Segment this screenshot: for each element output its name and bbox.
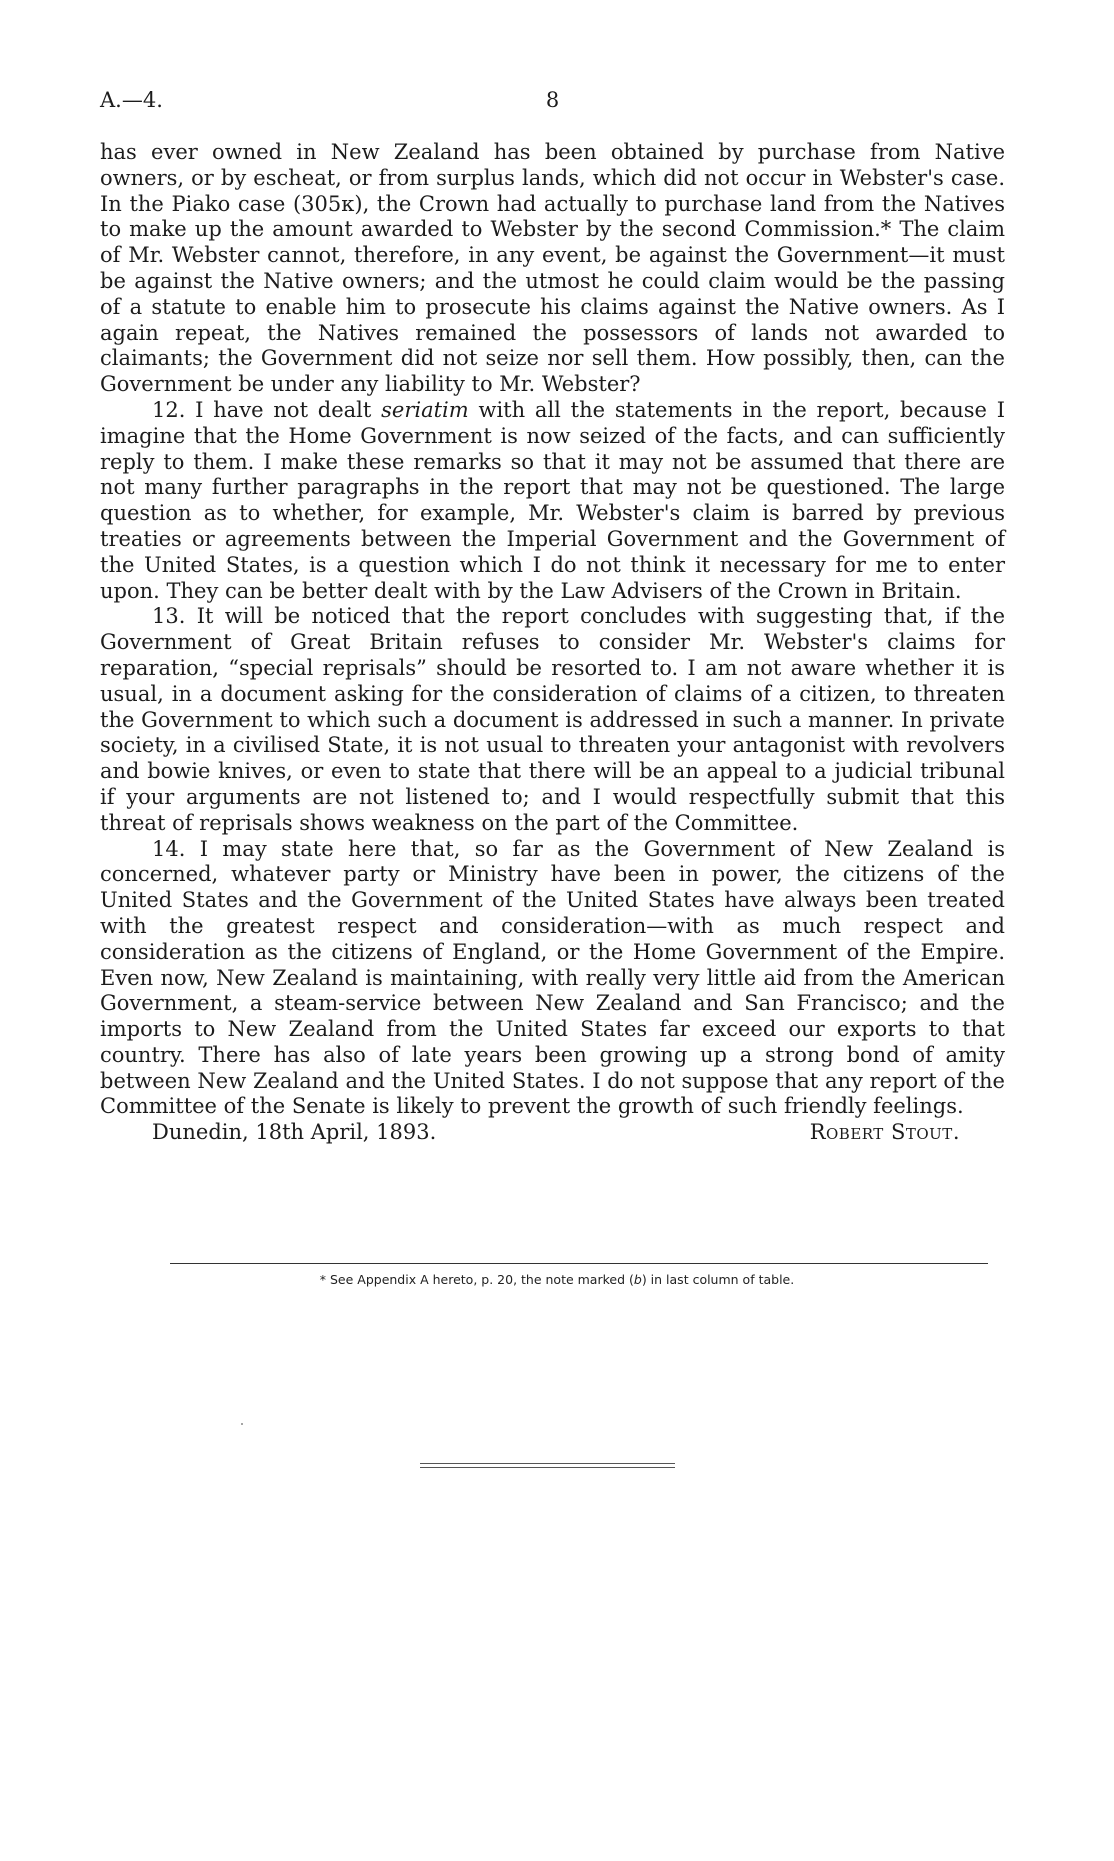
footnote-divider bbox=[170, 1263, 988, 1264]
page-number: 8 bbox=[545, 88, 560, 112]
paragraph-13: 13. It will be noticed that the report concludes with suggesting that, if the Government of Great Britain refuses to consider Mr. Webster's claims for reparation, “special reprisals” should be resorted to. I am not aware whether it is usual, in a document asking for the consideration of claims of a citizen, to threaten the Government to which such a document is addressed in such a manner. In private society, in a civilised State, it is not usual to threaten your antagonist with revolvers and bowie knives, or even to state that there will be an appeal to a judicial tribunal if your arguments are not listened to; and I would respectfully submit that this threat of reprisals shows weakness on the part of the Committee. bbox=[100, 604, 1005, 835]
place-and-date: Dunedin, 18th April, 1893. bbox=[152, 1120, 437, 1145]
page-header bbox=[100, 88, 1005, 118]
body-text bbox=[100, 140, 1005, 1146]
paragraph-12-text-start: 12. I have not dealt bbox=[152, 397, 382, 422]
paragraph-12-italic-term: seriatim bbox=[381, 397, 469, 422]
end-of-document-rule bbox=[420, 1463, 675, 1471]
paragraph-12-text-end: with all the statements in the report, because I imagine that the Home Government is now seized of the facts, and can sufficiently reply to them. I make these remarks so that it may not be assumed that there are not many further paragraphs in the report that may not be questioned. The large question as to whether, for example, Mr. Webster's claim is barred by previous treaties or agreements between the Imperial Government and the Government of the United States, is a question which I do not think it necessary for me to enter upon. They can be better dealt with by the Law Advisers of the Crown in Britain. bbox=[100, 397, 1006, 603]
paragraph-12 bbox=[100, 398, 1005, 604]
footnote bbox=[0, 1272, 1114, 1287]
footnote-text-start: * See Appendix A hereto, p. 20, the note marked ( bbox=[319, 1272, 634, 1287]
footnote-italic-letter: b bbox=[633, 1272, 642, 1287]
document-reference: A.—4. bbox=[100, 88, 163, 112]
signoff bbox=[100, 1120, 1005, 1146]
footnote-text-end: ) in last column of table. bbox=[641, 1272, 795, 1287]
end-rule-line-top bbox=[420, 1463, 675, 1464]
signature: Robert Stout. bbox=[809, 1120, 960, 1145]
stray-mark bbox=[241, 1423, 243, 1425]
end-rule-line-bottom bbox=[420, 1467, 675, 1468]
paragraph-continued: has ever owned in New Zealand has been obtained by purchase from Native owners, or by escheat, or from surplus lands, which did not occur in Webster's case. In the Piako case (305ᴋ), the Crown had actually to purchase land from the Natives to make up the amount awarded to Webster by the second Commission.* The claim of Mr. Webster cannot, therefore, in any event, be against the Government—it must be against the Native owners; and the utmost he could claim would be the passing of a statute to enable him to prosecute his claims against the Native owners. As I again repeat, the Natives remained the possessors of lands not awarded to claimants; the Government did not seize nor sell them. How possibly, then, can the Government be under any liability to Mr. Webster? bbox=[100, 140, 1005, 397]
paragraph-14: 14. I may state here that, so far as the Government of New Zealand is concerned, whatever party or Ministry have been in power, the citizens of the United States and the Government of the United States have always been treated with the greatest respect and consideration—with as much respect and consideration as the citizens of England, or the Home Government of the Empire. Even now, New Zealand is maintaining, with really very little aid from the American Government, a steam-service between New Zealand and San Francisco; and the imports to New Zealand from the United States far exceed our exports to that country. There has also of late years been growing up a strong bond of amity between New Zealand and the United States. I do not suppose that any report of the Committee of the Senate is likely to prevent the growth of such friendly feelings. bbox=[100, 836, 1005, 1119]
